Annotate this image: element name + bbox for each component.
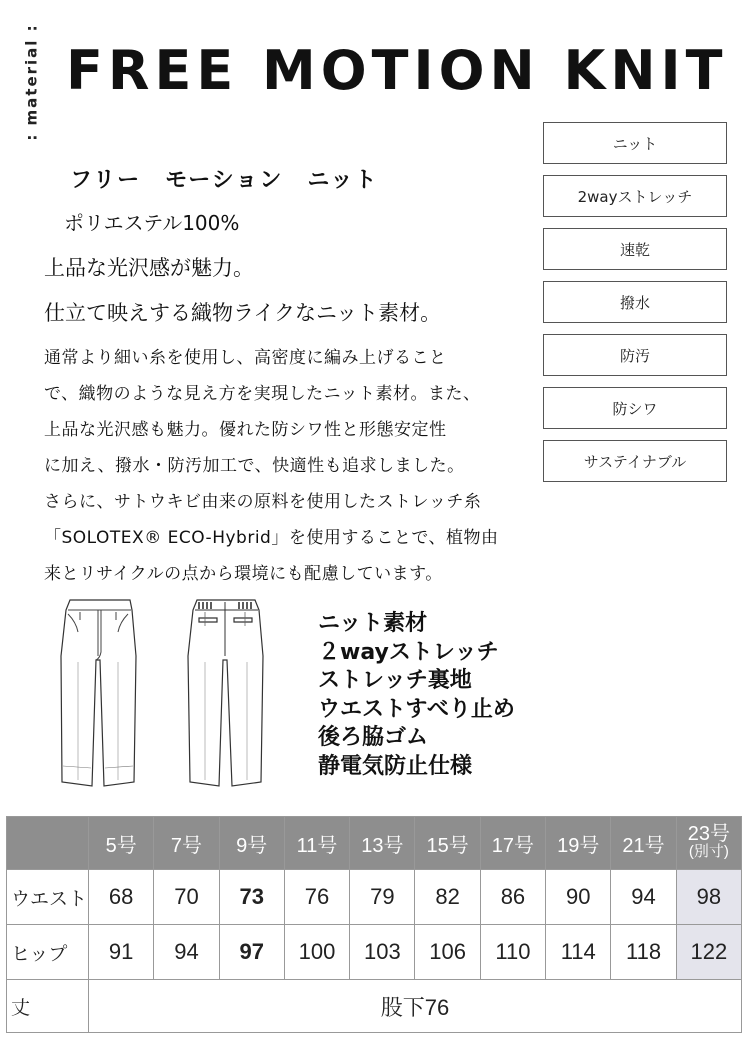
pants-back-drawing bbox=[185, 596, 267, 790]
table-row-hip bbox=[7, 925, 742, 980]
spec-item: 静電気防止仕様 bbox=[318, 753, 473, 779]
feature-tag: サステイナブル bbox=[543, 440, 727, 482]
size-header: 15号 bbox=[415, 817, 480, 870]
size-header: 7号 bbox=[154, 817, 219, 870]
table-cell: 91 bbox=[89, 925, 154, 980]
table-cell: 70 bbox=[154, 870, 219, 925]
size-header: 13号 bbox=[350, 817, 415, 870]
size-header-row bbox=[7, 817, 742, 870]
description-line: 上品な光沢感も魅力。優れた防シワ性と形態安定性 bbox=[44, 420, 447, 440]
table-cell: 97 bbox=[219, 925, 284, 980]
table-cell: 82 bbox=[415, 870, 480, 925]
table-cell-special: 98 bbox=[676, 870, 741, 925]
spec-item: 後ろ脇ゴム bbox=[318, 725, 429, 750]
feature-tag: 速乾 bbox=[543, 228, 727, 270]
description-line: 「SOLOTEX® ECO-Hybrid」を使用することで、植物由 bbox=[44, 528, 499, 548]
table-cell: 103 bbox=[350, 925, 415, 980]
material-label-text: : material : bbox=[23, 23, 41, 141]
page-title: FREE MOTION KNIT bbox=[66, 39, 728, 102]
table-cell: 86 bbox=[480, 870, 545, 925]
size-header: 9号 bbox=[219, 817, 284, 870]
description bbox=[44, 340, 524, 592]
table-corner bbox=[7, 817, 89, 870]
feature-tag: 防汚 bbox=[543, 334, 727, 376]
headline-2: 仕立て映えする織物ライクなニット素材。 bbox=[44, 301, 442, 325]
table-cell: 106 bbox=[415, 925, 480, 980]
description-line: で、織物のような見え方を実現したニット素材。また、 bbox=[44, 384, 481, 404]
table-cell: 73 bbox=[219, 870, 284, 925]
table-cell: 118 bbox=[611, 925, 676, 980]
table-cell: 100 bbox=[284, 925, 349, 980]
pants-front-drawing bbox=[58, 596, 138, 790]
size-header: 11号 bbox=[284, 817, 349, 870]
table-cell: 94 bbox=[154, 925, 219, 980]
row-label: ヒップ bbox=[7, 925, 89, 980]
special-size-label: 23号 bbox=[687, 823, 730, 845]
product-name-katakana: フリー モーション ニット bbox=[70, 168, 379, 193]
spec-item: ストレッチ裏地 bbox=[318, 668, 472, 693]
composition: ポリエステル100% bbox=[64, 211, 240, 235]
size-header: 5号 bbox=[89, 817, 154, 870]
table-cell: 76 bbox=[284, 870, 349, 925]
feature-tag: ニット bbox=[543, 122, 727, 164]
size-header: 17号 bbox=[480, 817, 545, 870]
size-header-special bbox=[676, 817, 741, 870]
material-vertical-label bbox=[22, 22, 42, 142]
feature-tag: 防シワ bbox=[543, 387, 727, 429]
table-cell: 90 bbox=[546, 870, 611, 925]
spec-item: ニット素材 bbox=[318, 611, 428, 636]
headline-1: 上品な光沢感が魅力。 bbox=[44, 256, 254, 280]
table-cell: 94 bbox=[611, 870, 676, 925]
table-row-waist bbox=[7, 870, 742, 925]
table-row-length bbox=[7, 980, 742, 1033]
table-cell: 79 bbox=[350, 870, 415, 925]
spec-list bbox=[318, 610, 515, 781]
feature-tag: 撥水 bbox=[543, 281, 727, 323]
row-label: 丈 bbox=[7, 980, 89, 1033]
size-header: 19号 bbox=[546, 817, 611, 870]
table-cell-special: 122 bbox=[676, 925, 741, 980]
size-table bbox=[6, 816, 742, 1033]
row-label: ウエスト bbox=[7, 870, 89, 925]
feature-tag: 2wayストレッチ bbox=[543, 175, 727, 217]
table-cell: 68 bbox=[89, 870, 154, 925]
description-line: 来とリサイクルの点から環境にも配慮しています。 bbox=[44, 564, 443, 584]
table-cell: 114 bbox=[546, 925, 611, 980]
special-size-note: (別寸) bbox=[688, 843, 729, 860]
description-line: さらに、サトウキビ由来の原料を使用したストレッチ糸 bbox=[44, 492, 482, 512]
length-value: 股下76 bbox=[89, 980, 742, 1033]
spec-item: ２wayストレッチ bbox=[318, 639, 499, 665]
description-line: 通常より細い糸を使用し、高密度に編み上げること bbox=[44, 348, 447, 368]
spec-item: ウエストすべり止め bbox=[318, 696, 515, 722]
size-header: 21号 bbox=[611, 817, 676, 870]
description-line: に加え、撥水・防汚加工で、快適性も追求しました。 bbox=[44, 456, 465, 476]
table-cell: 110 bbox=[480, 925, 545, 980]
feature-tag-list bbox=[543, 122, 727, 493]
